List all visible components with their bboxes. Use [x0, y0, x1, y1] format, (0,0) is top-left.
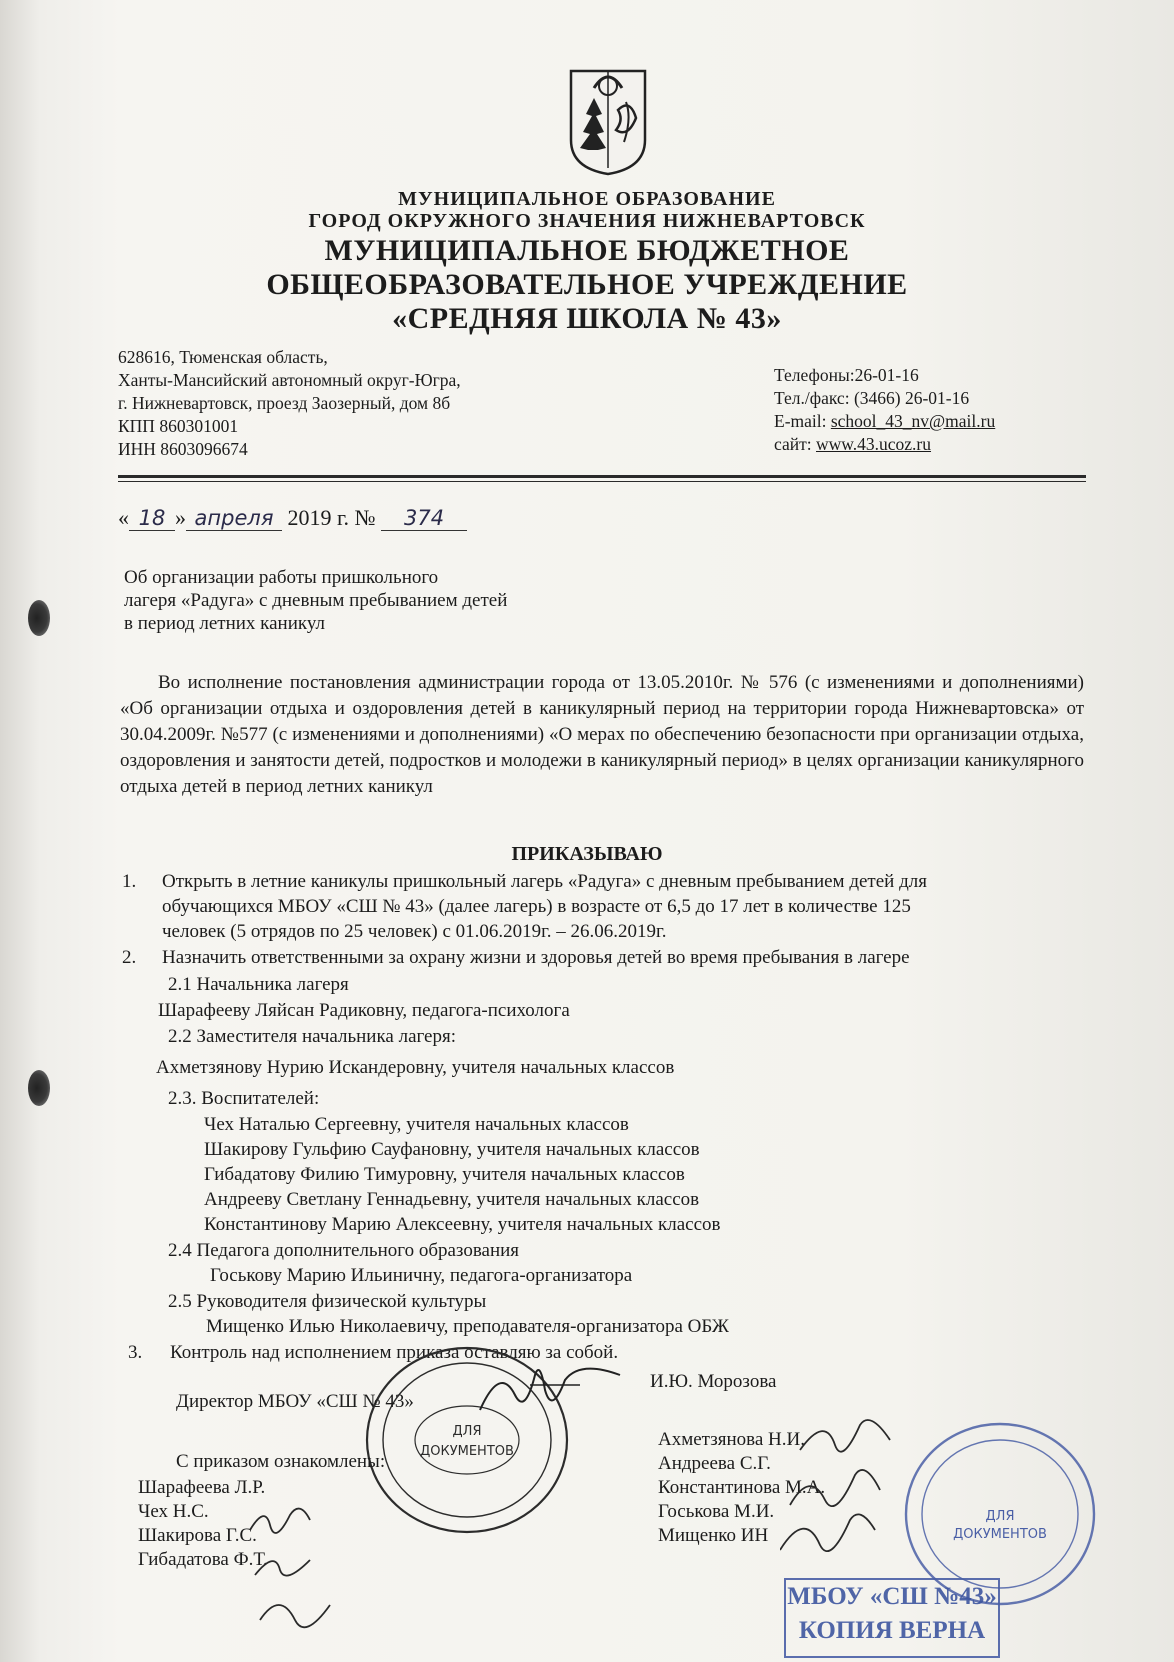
address-inn: ИНН 8603096674 — [118, 439, 248, 459]
subitem-person: Гибадатову Филию Тимуровну, учителя начальных классов — [204, 1164, 685, 1185]
school-address — [118, 346, 461, 461]
email-link[interactable]: school_43_nv@mail.ru — [830, 411, 996, 431]
preamble-paragraph: Во исполнение постановления администрации города от 13.05.2010г. № 576 (с изменениями и дополнениями) «Об организации отдыха и оздоровления детей в каникулярный период на территории города Нижневартовска» от 30.04.2009г. №577 (с изменениями и дополнениями) «О мерах по обеспечению безопасности при организации отдыха, оздоровления и занятости детей, подростков и молодежи в каникулярный период» в целях организации каникулярного отдыха детей в период летних каникул — [120, 672, 1084, 797]
copy-stamp-line: МБОУ «СШ №43» — [787, 1583, 997, 1610]
quote-close: » — [175, 505, 186, 530]
site-label: сайт: — [774, 434, 816, 454]
director-signature — [470, 1355, 630, 1425]
ack-name: Гибадатова Ф.Т. — [138, 1549, 268, 1570]
header-school-name: «СРЕДНЯЯ ШКОЛА № 43» — [392, 302, 782, 335]
header-city: ГОРОД ОКРУЖНОГО ЗНАЧЕНИЯ НИЖНЕВАРТОВСК — [308, 210, 866, 232]
subitem-person: Госькову Марию Ильиничну, педагога-организатора — [210, 1265, 633, 1286]
phones: Телефоны:26-01-16 — [774, 365, 919, 385]
ack-name: Чех Н.С. — [138, 1501, 209, 1522]
subitem-heading: 2.3. Воспитателей: — [168, 1088, 320, 1109]
site-link[interactable]: www.43.ucoz.ru — [816, 434, 932, 454]
subitem-person: Шакирову Гульфию Сауфановну, учителя начальных классов — [204, 1139, 700, 1160]
address-line: г. Нижневартовск, проезд Заозерный, дом 8б — [118, 393, 451, 413]
ack-signatures-left — [240, 1490, 360, 1660]
subitem-heading: 2.5 Руководителя физической культуры — [168, 1291, 487, 1312]
header-rule — [118, 475, 1086, 478]
order-date-number — [118, 505, 467, 531]
ack-name: Константинова М.А. — [658, 1477, 826, 1498]
ack-name: Ахметзянова Н.И. — [658, 1429, 805, 1450]
item-number: 1. — [122, 871, 137, 892]
order-year: 2019 г. № — [287, 505, 376, 530]
item-1-line: Открыть в летние каникулы пришкольный лагерь «Радуга» с дневным пребыванием детей для — [162, 871, 927, 892]
item-number: 3. — [128, 1342, 143, 1363]
header-rule-thin — [118, 481, 1086, 482]
subitem-heading: 2.4 Педагога дополнительного образования — [168, 1240, 520, 1261]
seal-text: ДЛЯ — [452, 1424, 482, 1439]
seal-text: ДЛЯ — [985, 1509, 1015, 1524]
order-number: 374 — [381, 506, 467, 531]
ack-name: Шарафеева Л.Р. — [138, 1477, 266, 1498]
subject-line: Об организации работы пришкольного — [124, 567, 439, 588]
punch-hole — [28, 1070, 50, 1106]
item-1-line: человек (5 отрядов по 25 человек) с 01.06.2019г. – 26.06.2019г. — [162, 921, 667, 942]
coat-of-arms-emblem — [568, 68, 648, 176]
header-institution-l1: МУНИЦИПАЛЬНОЕ БЮДЖЕТНОЕ — [324, 234, 850, 267]
address-line: Ханты-Мансийский автономный округ-Югра, — [118, 370, 461, 390]
subitem-person: Шарафееву Ляйсан Радиковну, педагога-психолога — [158, 1000, 570, 1021]
director-title: Директор МБОУ «СШ № 43» — [176, 1391, 414, 1412]
order-subject — [124, 566, 507, 635]
order-heading: ПРИКАЗЫВАЮ — [511, 843, 663, 865]
ack-name: Госькова М.И. — [658, 1501, 775, 1522]
header-municipality: МУНИЦИПАЛЬНОЕ ОБРАЗОВАНИЕ — [398, 188, 776, 210]
fax: Тел./факс: (3466) 26-01-16 — [774, 388, 970, 408]
item-number: 2. — [122, 947, 137, 968]
subitem-person: Константинову Марию Алексеевну, учителя начальных классов — [204, 1214, 721, 1235]
director-name: И.Ю. Морозова — [650, 1371, 777, 1392]
punch-hole — [28, 600, 50, 636]
subitem-person: Ахметзянову Нурию Искандеровну, учителя начальных классов — [156, 1057, 675, 1078]
subitem-person: Мищенко Илью Николаевичу, преподавателя-организатора ОБЖ — [206, 1316, 729, 1337]
email-label: E-mail: — [774, 411, 831, 431]
subitem-person: Чех Наталью Сергеевну, учителя начальных классов — [204, 1114, 629, 1135]
ack-name: Мищенко ИН — [658, 1525, 769, 1546]
seal-text: ДОКУМЕНТОВ — [953, 1527, 1047, 1542]
item-1-line: обучающихся МБОУ «СШ № 43» (далее лагерь) в возрасте от 6,5 до 17 лет в количестве 125 — [162, 896, 911, 917]
address-line: 628616, Тюменская область, — [118, 347, 328, 367]
subitem-person: Андрееву Светлану Геннадьевну, учителя начальных классов — [204, 1189, 700, 1210]
acknowledgement-label: С приказом ознакомлены: — [176, 1451, 386, 1472]
ack-name: Шакирова Г.С. — [138, 1525, 257, 1546]
ack-name: Андреева С.Г. — [658, 1453, 771, 1474]
copy-certified-stamp — [784, 1578, 1000, 1658]
item-3-text: Контроль над исполнением приказа оставляю за собой. — [170, 1342, 619, 1363]
copy-stamp-line: КОПИЯ ВЕРНА — [798, 1617, 986, 1644]
order-month: апреля — [186, 506, 282, 531]
header-institution-l2: ОБЩЕОБРАЗОВАТЕЛЬНОЕ УЧРЕЖДЕНИЕ — [266, 268, 908, 301]
subitem-heading: 2.2 Заместителя начальника лагеря: — [168, 1026, 457, 1047]
subject-line: лагеря «Радуга» с дневным пребыванием детей — [124, 590, 508, 611]
subitem-heading: 2.1 Начальника лагеря — [168, 974, 349, 995]
item-2-text: Назначить ответственными за охрану жизни и здоровья детей во время пребывания в лагере — [162, 947, 910, 968]
school-contacts — [774, 364, 995, 456]
order-day: 18 — [129, 506, 175, 531]
seal-text: ДОКУМЕНТОВ — [420, 1444, 514, 1459]
quote-open: « — [118, 505, 129, 530]
address-kpp: КПП 860301001 — [118, 416, 239, 436]
subject-line: в период летних каникул — [124, 613, 325, 634]
